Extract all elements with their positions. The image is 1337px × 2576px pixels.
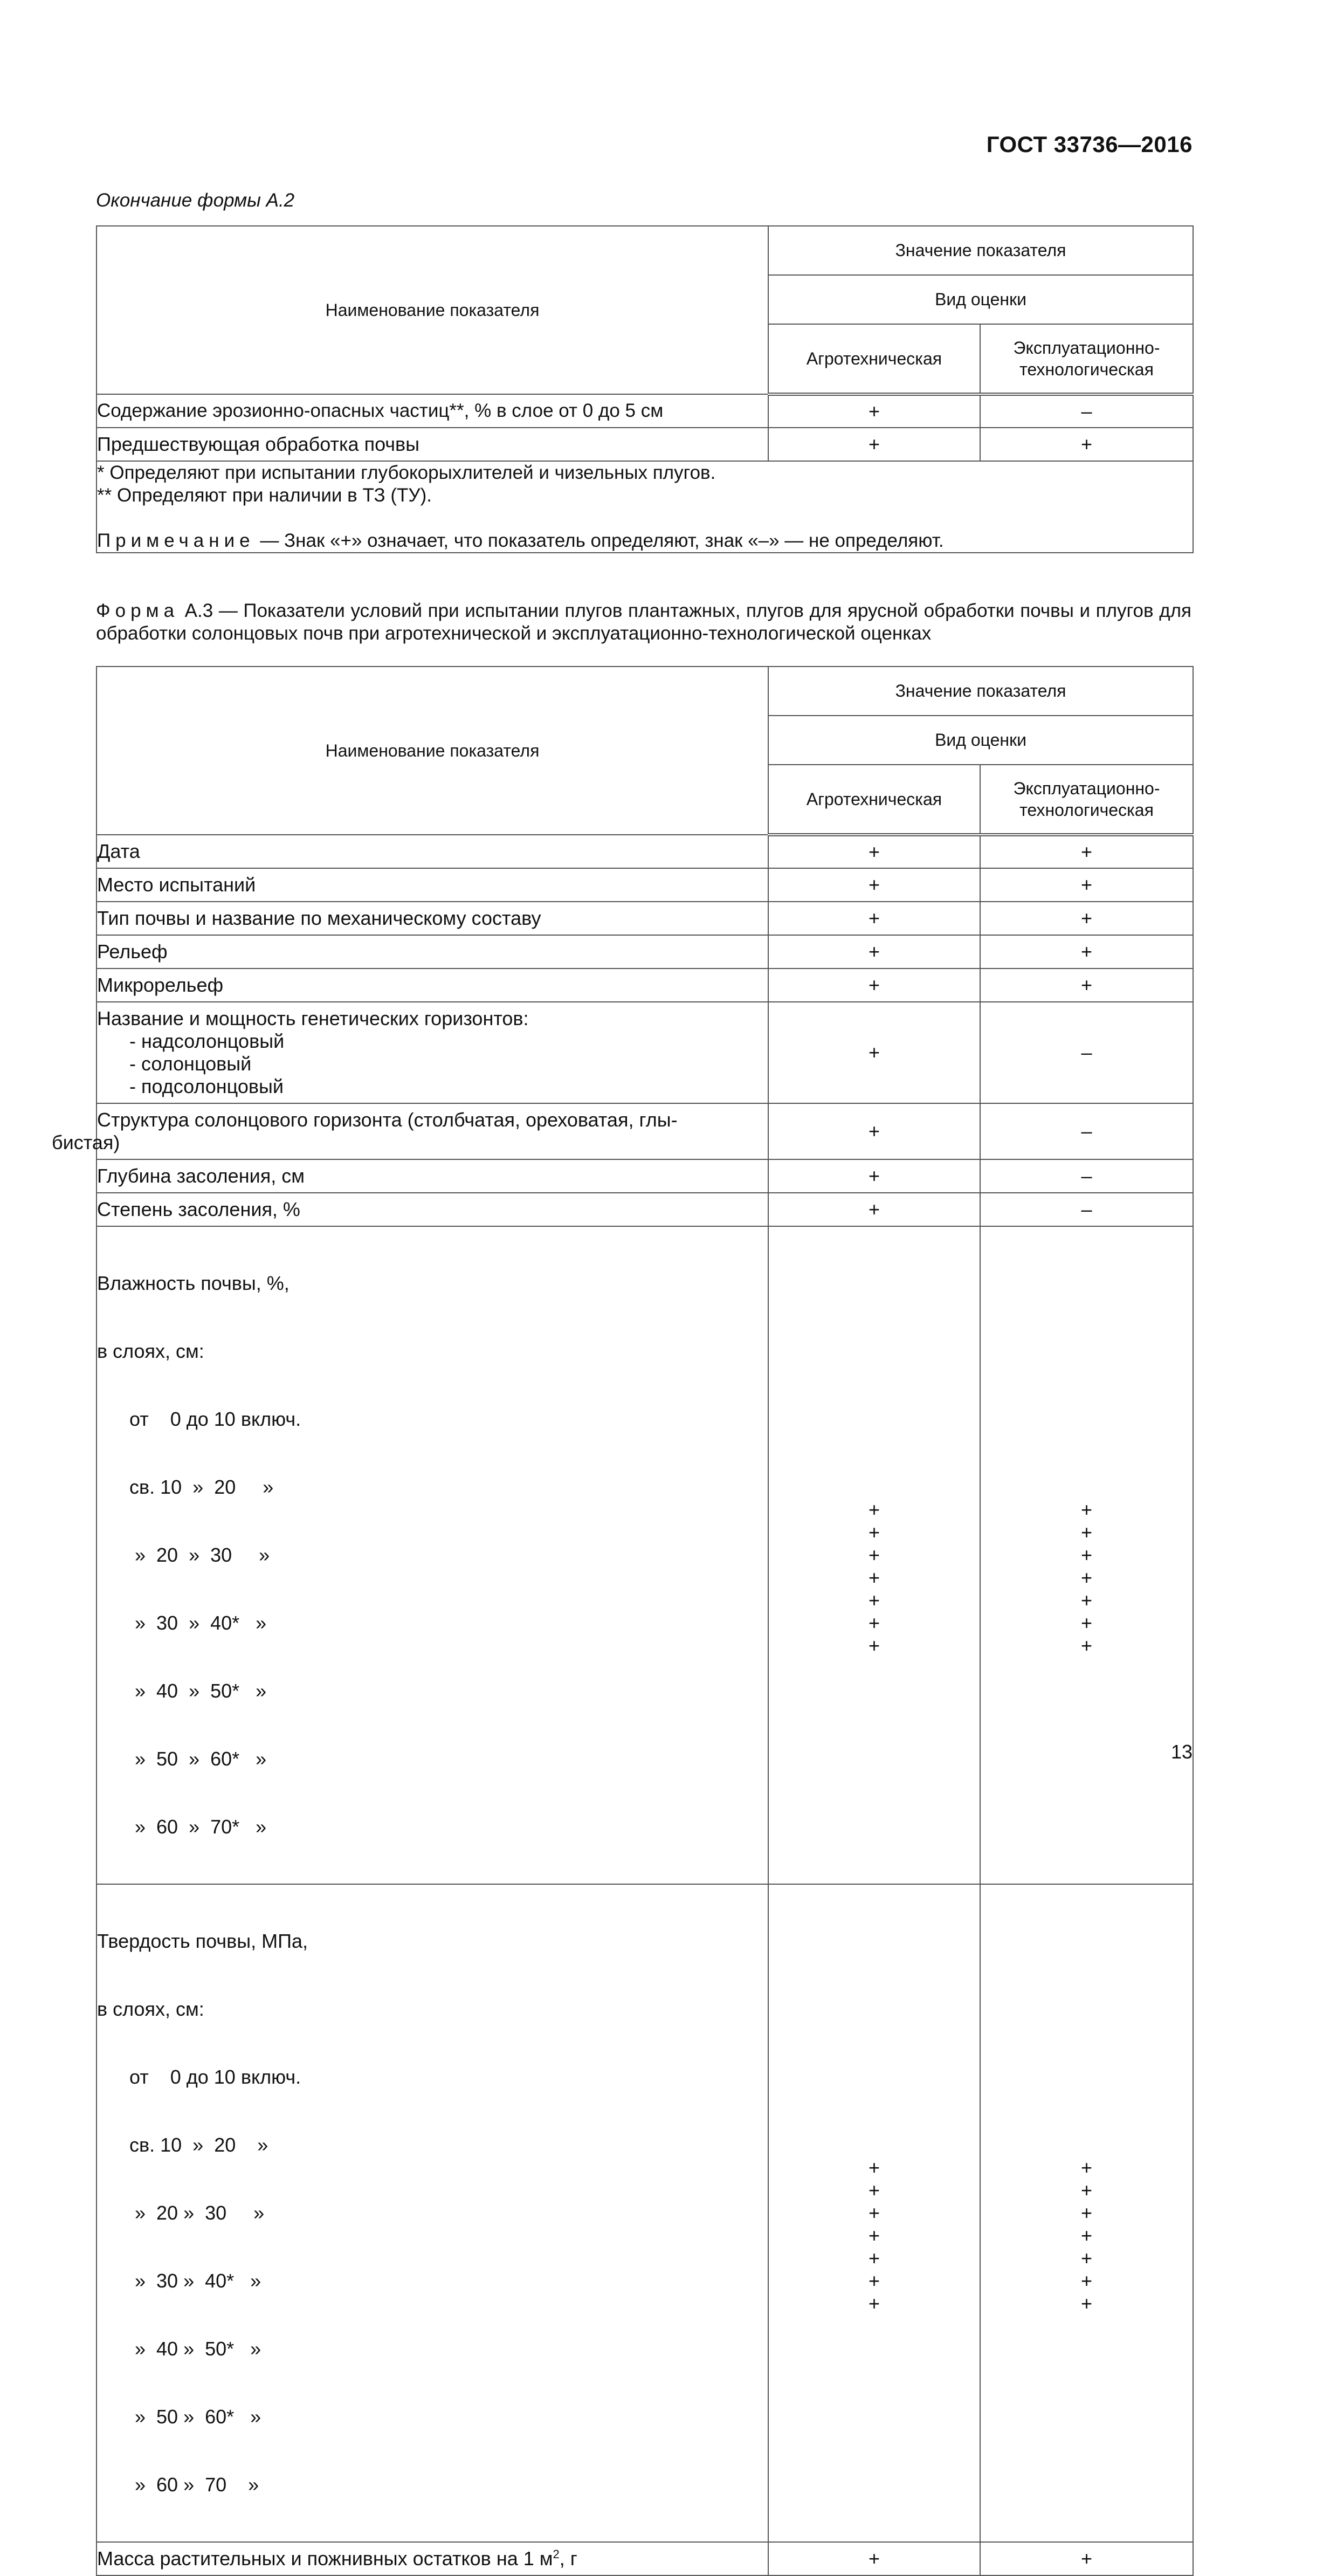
header-agro: Агротехническая [768, 324, 980, 394]
table-row: Тип почвы и название по механическому составу + + [97, 902, 1193, 935]
table-row: Твердость почвы, МПа, в слоях, см: от 0 до 10 включ. св. 10 » 20 » » 20 » 30 » » 30 » 40* » » 40 » 50* » » 50 » 60* » » 60 » 70 » + + + + + + + + + + + + + + [97, 1884, 1193, 2542]
header-assessment: Вид оценки [768, 716, 1193, 765]
table-row: Название и мощность генетических горизонтов: - надсолонцовый - солонцовый - подсолонцовый + – [97, 1002, 1193, 1103]
form-a3-title: Форма А.3 — Показатели условий при испытании плугов плантажных, плугов для ярусной обработки почвы и плугов для обработки солонцовых почв при агротехнической и эксплуатационно-технологической оценках [96, 600, 1191, 644]
header-name: Наименование показателя [97, 667, 768, 835]
header-agro: Агротехническая [768, 765, 980, 835]
table-note: Примечание — Знак «+» означает, что показатель определяют, знак «–» — не определяют. [97, 530, 944, 551]
table-row: Предшествующая обработка почвы + + [97, 428, 1193, 461]
page-number: 13 [1170, 1741, 1193, 1763]
table-row: Влажность почвы, %, в слоях, см: от 0 до 10 включ. св. 10 » 20 » » 20 » 30 » » 30 » 40* » » 40 » 50* » » 50 » 60* » » 60 » 70* » + + + + + + + + + + + + + + [97, 1226, 1193, 1884]
table-row: Место испытаний + + [97, 868, 1193, 902]
header-assessment: Вид оценки [768, 275, 1193, 324]
footnote: * Определяют при испытании глубокорыхлителей и чизельных плугов. [97, 462, 716, 483]
table-row: Масса растительных и пожнивных остатков на 1 $м^2$, г + + [97, 2542, 1193, 2575]
table-row: Дата + + [97, 835, 1193, 868]
table-row: Содержание эрозионно-опасных частиц**, % в слое от 0 до 5 см + – [97, 394, 1193, 428]
footnote: ** Определяют при наличии в ТЗ (ТУ). [97, 485, 432, 506]
header-name: Наименование показателя [97, 226, 768, 394]
table-row: Глубина засоления, см + – [97, 1159, 1193, 1193]
table-form-a2-end [96, 225, 1194, 553]
header-value: Значение показателя [768, 667, 1193, 716]
table-row: Рельеф + + [97, 935, 1193, 968]
header-expl: Эксплуатационно- технологическая [980, 765, 1193, 835]
header-value: Значение показателя [768, 226, 1193, 275]
continuation-title: Окончание формы А.2 [96, 190, 295, 211]
table-row: Степень засоления, % + – [97, 1193, 1193, 1226]
table-footnotes [97, 461, 1193, 553]
document-code: ГОСТ 33736—2016 [986, 132, 1193, 157]
header-expl: Эксплуатационно- технологическая [980, 324, 1193, 394]
table-form-a3 [52, 666, 1194, 2576]
table-row: Структура солонцового горизонта (столбчатая, ореховатая, глы- бистая) + – [97, 1103, 1193, 1159]
table-row: Микрорельеф + + [97, 968, 1193, 1002]
